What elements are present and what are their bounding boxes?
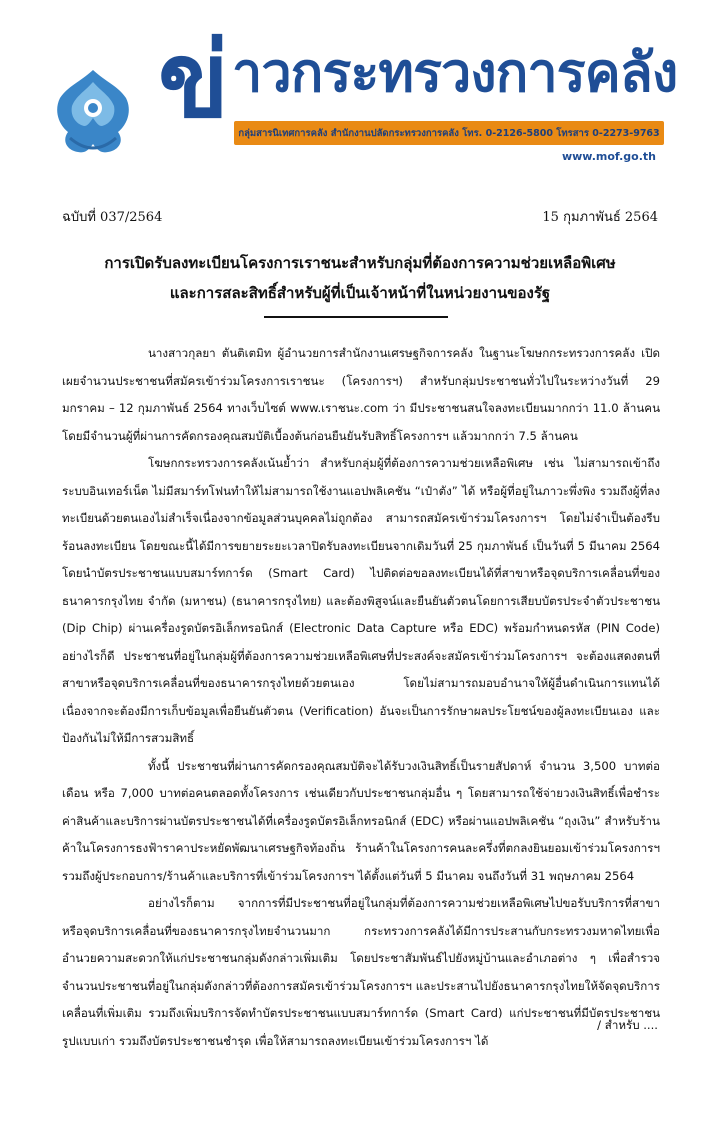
press-release-title — [60, 248, 660, 308]
paragraph-1: นางสาวกุลยา ตันติเตมิท ผู้อำนวยการสำนักงานเศรษฐกิจการคลัง ในฐานะโฆษกกระทรวงการคลัง เปิดเผยจำนวนประชาชนที่สมัครเข้าร่วมโครงการเราชนะ (โครงการฯ) สำหรับกลุ่มประชาชนทั่วไปในระหว่างวันที่ 29 มกราคม – 12 กุมภาพันธ์ 2564 ทางเว็บไซต์ www.เราชนะ.com ว่า มีประชาชนสนใจลงทะเบียนมากกว่า 11.0 ล้านคน โดยมีจำนวนผู้ที่ผ่านการคัดกรองคุณสมบัติเบื้องต้นก่อนยืนยันรับสิทธิ์โครงการฯ แล้วมากกว่า 7.5 ล้านคน — [62, 346, 660, 443]
issue-number: ฉบับที่ 037/2564 — [62, 210, 163, 225]
paragraph-3: ทั้งนี้ ประชาชนที่ผ่านการคัดกรองคุณสมบัติจะได้รับวงเงินสิทธิ์เป็นรายสัปดาห์ จำนวน 3,500 บาทต่อเดือน หรือ 7,000 บาทต่อคนตลอดทั้งโครงการ เช่นเดียวกับประชาชนกลุ่มอื่น ๆ โดยสามารถใช้จ่ายวงเงินสิทธิ์เพื่อชำระค่าสินค้าและบริการผ่านบัตรประชาชนได้ที่เครื่องรูดบัตรอิเล็กทรอนิกส์ (EDC) หรือผ่านแอปพลิเคชัน “ถุงเงิน” สำหรับร้านค้าในโครงการธงฟ้าราคาประหยัดพัฒนาเศรษฐกิจท้องถิ่น ร้านค้าในโครงการคนละครึ่งที่ตกลงยินยอมเข้าร่วมโครงการฯ รวมถึงผู้ประกอบการ/ร้านค้าและบริการที่เข้าร่วมโครงการฯ ได้ตั้งแต่วันที่ 5 มีนาคม จนถึงวันที่ 31 พฤษภาคม 2564 — [62, 758, 660, 883]
title-underline — [264, 316, 448, 318]
press-release-body — [62, 340, 660, 1055]
masthead-header — [0, 0, 720, 175]
paragraph-4: อย่างไรก็ตาม จากการที่มีประชาชนที่อยู่ในกลุ่มที่ต้องการความช่วยเหลือพิเศษไปขอรับบริการที่สาขาหรือจุดบริการเคลื่อนที่ของธนาคารกรุงไทยจำนวนมาก กระทรวงการคลังได้มีการประสานกับกระทรวงมหาดไทยเพื่ออำนวยความสะดวกให้แก่ประชาชนกลุ่มดังกล่าวเพิ่มเติม โดยประชาสัมพันธ์ไปยังหมู่บ้านและอำเภอต่าง ๆ เพื่อสำรวจจำนวนประชาชนที่อยู่ในกลุ่มดังกล่าวที่ต้องการสมัครเข้าร่วมโครงการฯ และประสานไปยังธนาคารกรุงไทยให้จัดจุดบริการเคลื่อนที่เพิ่มเติม รวมถึงเพิ่มบริการจัดทำบัตรประชาชนแบบสมาร์ทการ์ด (Smart Card) แก่ประชาชนที่มีบัตรประชาชนรูปแบบเก่า รวมถึงบัตรประชาชนชำรุด เพื่อให้สามารถลงทะเบียนเข้าร่วมโครงการฯ ได้ — [62, 896, 660, 1048]
contact-line: กลุ่มสารนิเทศการคลัง สำนักงานปลัดกระทรวงการคลัง โทร. 0-2126-5800 โทรสาร 0-2273-9763 — [238, 127, 660, 139]
continuation-marker: / สำหรับ .... — [597, 1018, 658, 1032]
website-link[interactable]: www.mof.go.th — [561, 150, 656, 163]
masthead-initial: ข่ — [158, 19, 230, 141]
masthead-title: าวกระทรวงการคลัง — [232, 41, 678, 104]
contact-bar — [234, 121, 664, 145]
paragraph-2: โฆษกกระทรวงการคลังเน้นย้ำว่า สำหรับกลุ่มผู้ที่ต้องการความช่วยเหลือพิเศษ เช่น ไม่สามารถเข้าถึงระบบอินเทอร์เน็ต ไม่มีสมาร์ทโฟนทำให้ไม่สามารถใช้งานแอปพลิเคชัน “เป๋าตัง” ได้ หรือผู้ที่อยู่ในภาวะพึ่งพิง รวมถึงผู้ที่ลงทะเบียนด้วยตนเองไม่สำเร็จเนื่องจากข้อมูลส่วนบุคคลไม่ถูกต้อง สามารถสมัครเข้าร่วมโครงการฯ โดยไม่จำเป็นต้องรีบร้อนลงทะเบียน โดยขณะนี้ได้มีการขยายระยะเวลาปิดรับลงทะเบียนจากเดิมวันที่ 25 กุมภาพันธ์ เป็นวันที่ 5 มีนาคม 2564 โดยนำบัตรประชาชนแบบสมาร์ทการ์ด (Smart Card) ไปติดต่อขอลงทะเบียนได้ที่สาขาหรือจุดบริการเคลื่อนที่ของธนาคารกรุงไทย จำกัด (มหาชน) (ธนาคารกรุงไทย) และต้องพิสูจน์และยืนยันตัวตนโดยการเสียบบัตรประจำตัวประชาชน (Dip Chip) ผ่านเครื่องรูดบัตรอิเล็กทรอนิกส์ (Electronic Data Capture หรือ EDC) พร้อมกำหนดรหัส (PIN Code) อย่างไรก็ดี ประชาชนที่อยู่ในกลุ่มผู้ที่ต้องการความช่วยเหลือพิเศษที่ประสงค์จะสมัครเข้าร่วมโครงการฯ จะต้องแสดงตนที่สาขาหรือจุดบริการเคลื่อนที่ของธนาคารกรุงไทยด้วยตนเอง โดยไม่สามารถมอบอำนาจให้ผู้อื่นดำเนินการแทนได้ เนื่องจากจะต้องมีการเก็บข้อมูลเพื่อยืนยันตัวตน (Verification) อันจะเป็นการรักษาผลประโยชน์ของผู้ลงทะเบียนเอง และป้องกันไม่ให้มีการสวมสิทธิ์ — [62, 456, 660, 745]
ministry-seal-icon — [50, 62, 136, 158]
title-line-1: การเปิดรับลงทะเบียนโครงการเราชนะสำหรับกลุ่มที่ต้องการความช่วยเหลือพิเศษ — [104, 254, 616, 272]
issue-date: 15 กุมภาพันธ์ 2564 — [542, 210, 658, 225]
title-line-2: และการสละสิทธิ์สำหรับผู้ที่เป็นเจ้าหน้าที่ในหน่วยงานของรัฐ — [169, 284, 551, 302]
